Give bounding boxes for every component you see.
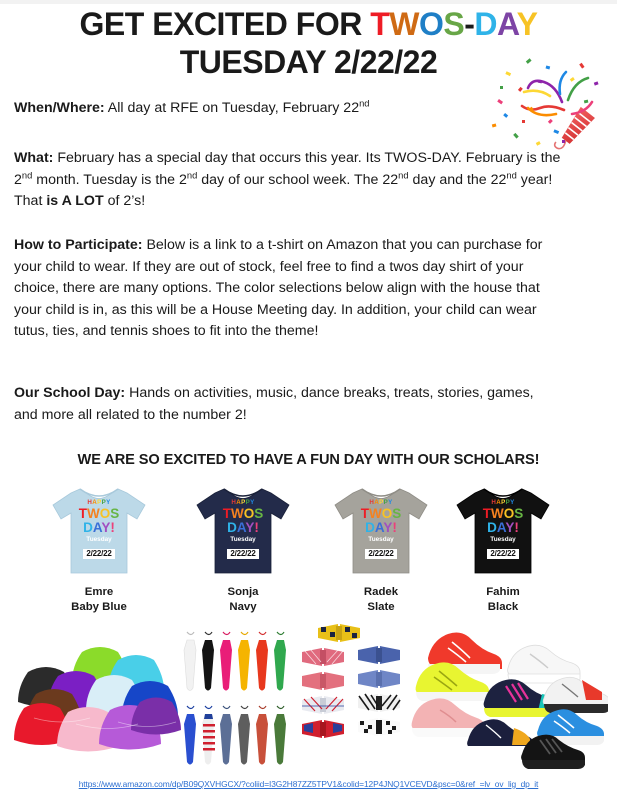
tee-design-fahim	[474, 499, 532, 561]
section-how-to-participate	[14, 235, 569, 343]
shirt-color-name: Slate	[367, 601, 395, 614]
shirt-label-fahim	[440, 585, 566, 615]
tee-tuesday-text: Tuesday	[368, 536, 394, 543]
section-when-where	[14, 98, 589, 120]
amazon-product-link[interactable]: https://www.amazon.com/dp/B09QXVHGCX/?coliid=I3G2H87ZZ5TPV1&colid=12P4JNQ1VCEVD&psc=0&ref_=lv_ov_lig_dp_it	[78, 779, 539, 789]
shirt-house-name: Sonja	[227, 586, 259, 598]
tshirt-image-radek	[329, 483, 433, 579]
what-text-2: month. Tuesday is the 2	[32, 171, 187, 188]
title-letter-w: W	[389, 6, 419, 42]
title-letter-t: T	[370, 6, 390, 42]
title-prefix: GET EXCITED FOR	[79, 6, 371, 42]
shirt-label-emre	[36, 585, 162, 615]
page-title-line-1	[0, 8, 617, 40]
what-text-3: day of our school week. The 22	[197, 171, 399, 188]
page-title-line-2: TUESDAY 2/22/22	[179, 44, 438, 80]
when-where-text: All day at RFE on Tuesday, February 22	[104, 100, 360, 116]
tee-twos-text: TWOS	[222, 506, 264, 521]
our-school-day-label: Our School Day:	[14, 385, 126, 401]
shirt-label-sonja	[180, 585, 306, 615]
tee-date-text: 2/22/22	[83, 549, 114, 559]
tee-design-sonja	[214, 499, 272, 561]
tshirt-image-fahim	[451, 483, 555, 579]
tee-date-text: 2/22/22	[365, 549, 396, 559]
what-ordinal-2: nd	[186, 169, 198, 180]
bowties-photo	[300, 620, 410, 742]
tshirt-image-emre	[47, 483, 151, 579]
shoes-photo	[410, 618, 608, 770]
tee-tuesday-text: Tuesday	[86, 536, 112, 543]
tee-happy-text: HAPPY	[231, 499, 255, 506]
section-what	[14, 148, 574, 213]
tee-design-emre	[70, 499, 128, 561]
title-letter-o: O	[418, 6, 444, 42]
shirt-house-name: Fahim	[486, 586, 520, 598]
tee-happy-text: HAPPY	[87, 499, 111, 506]
tee-day-text: DAY!	[487, 519, 519, 535]
tee-date-text: 2/22/22	[227, 549, 258, 559]
tee-twos-text: TWOS	[360, 506, 402, 521]
shirt-color-name: Navy	[229, 601, 257, 614]
shirt-option-sonja	[180, 483, 306, 615]
what-ordinal-3: nd	[398, 169, 409, 180]
what-ordinal-4: nd	[506, 169, 517, 180]
ties-photo	[182, 624, 300, 770]
how-to-participate-text: Below is a link to a t-shirt on Amazon that you can purchase for your child to wear. If they are out of stock, feel free to find a twos day shirt of your choice, there are many options. The color selections below align with the house that your child is in, as this will be a House Meeting day. In addition, your child can wear tutus, ties, and tennis shoes to fit into the theme!	[14, 237, 543, 340]
tee-day-text: DAY!	[83, 519, 115, 535]
shirt-option-fahim	[440, 483, 566, 615]
shirt-color-name: Black	[487, 601, 519, 614]
what-text-1: February has a special day that occurs this year. Its TWOS-DAY. February is the 2	[14, 150, 561, 188]
how-to-participate-label: How to Participate:	[14, 237, 143, 253]
shirt-option-radek	[318, 483, 444, 615]
title-letter-s: S	[443, 6, 465, 42]
top-edge-band	[0, 0, 617, 4]
what-text-6: of 2’s!	[103, 193, 146, 210]
tee-twos-text: TWOS	[482, 506, 524, 521]
what-bold-tail: is A LOT	[46, 193, 104, 210]
title-letter-y: Y	[516, 6, 538, 42]
shirt-house-name: Radek	[363, 586, 399, 598]
tee-tuesday-text: Tuesday	[230, 536, 256, 543]
tee-day-text: DAY!	[227, 519, 259, 535]
our-school-day-text: Hands on activities, music, dance breaks, treats, stories, games, and more all related to the number 2!	[14, 385, 534, 423]
what-text-5: year! That	[14, 171, 553, 210]
shirt-option-emre	[36, 483, 162, 615]
when-where-ordinal: nd	[359, 98, 370, 109]
tee-happy-text: HAPPY	[491, 499, 515, 506]
tshirt-image-sonja	[191, 483, 295, 579]
title-letter-d: D	[474, 6, 497, 42]
tee-happy-text: HAPPY	[369, 499, 393, 506]
tee-date-text: 2/22/22	[487, 549, 518, 559]
shirt-options-row	[0, 483, 617, 613]
excitement-banner: WE ARE SO EXCITED TO HAVE A FUN DAY WITH OUR SCHOLARS!	[77, 452, 540, 468]
when-where-label: When/Where:	[14, 100, 105, 116]
tee-day-text: DAY!	[365, 519, 397, 535]
what-text-4: day and the 22	[408, 171, 507, 188]
what-ordinal-1: nd	[21, 169, 33, 180]
shirt-house-name: Emre	[84, 586, 114, 598]
title-letter-a: A	[496, 6, 517, 42]
section-our-school-day	[14, 383, 559, 426]
tee-tuesday-text: Tuesday	[490, 536, 516, 543]
tee-design-radek	[352, 499, 410, 561]
title-letter-dash: -	[464, 6, 475, 42]
shirt-color-name: Baby Blue	[71, 601, 127, 614]
shirt-label-radek	[318, 585, 444, 615]
tutus-photo	[14, 628, 186, 770]
tee-twos-text: TWOS	[78, 506, 120, 521]
what-label: What:	[14, 150, 54, 166]
